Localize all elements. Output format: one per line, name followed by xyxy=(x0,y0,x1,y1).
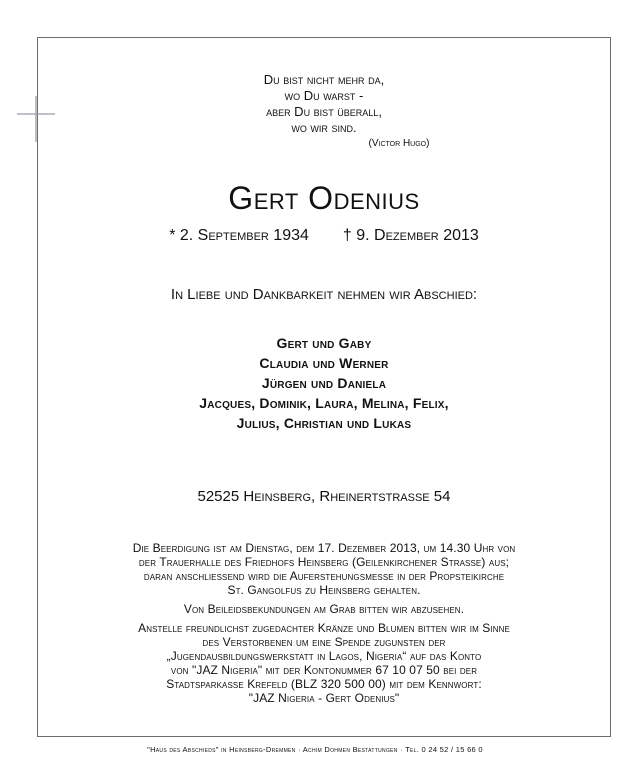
family-line: Jürgen und Daniela xyxy=(261,375,387,391)
address: 52525 Heinsberg, Rheinertstrasse 54 xyxy=(197,488,451,505)
funeral-details xyxy=(37,541,611,705)
condolence-note: Von Beileidsbekundungen am Grab bitten wir abzusehen. xyxy=(183,602,465,616)
funeral-line: daran anschliessend wird die Auferstehungsmesse in der Propsteikirche xyxy=(143,569,505,583)
funeral-line: St. Gangolfus zu Heinsberg gehalten. xyxy=(227,583,421,597)
poem xyxy=(37,72,611,152)
donation-line: Anstelle freundlichst zugedachter Kränze und Blumen bitten wir im Sinne xyxy=(138,621,510,635)
funeral-line: Die Beerdigung ist am Dienstag, dem 17. Dezember 2013, um 14.30 Uhr von xyxy=(132,541,516,555)
death-date: † 9. Dezember 2013 xyxy=(342,227,479,244)
donation-line: des Verstorbenen um eine Spende zugunsten der xyxy=(202,635,446,649)
family-line: Julius, Christian und Lukas xyxy=(236,415,412,431)
donation-line: "JAZ Nigeria - Gert Odenius" xyxy=(248,691,400,705)
life-dates xyxy=(37,226,611,246)
deceased-name: Gert Odenius xyxy=(228,180,420,216)
poem-source: (Victor Hugo) xyxy=(368,138,430,149)
poem-line: wo Du warst - xyxy=(284,88,364,103)
donation-line: von "JAZ Nigeria" mit der Kontonummer 67 10 07 50 bei der xyxy=(170,663,478,677)
family-list xyxy=(37,333,611,433)
funeral-line: der Trauerhalle des Friedhofs Heinsberg (Geilenkirchener Strasse) aus; xyxy=(138,555,510,569)
poem-line: Du bist nicht mehr da, xyxy=(263,72,385,87)
intro-text: In Liebe und Dankbarkeit nehmen wir Abschied: xyxy=(170,286,478,303)
family-line: Jacques, Dominik, Laura, Melina, Felix, xyxy=(199,395,449,411)
poem-line: aber Du bist überall, xyxy=(266,104,382,119)
footer-imprint: "Haus des Abschieds" in Heinsberg-Dremmen · Achim Dohmen Bestattungen · Tel. 0 24 52 / 15 66 0 xyxy=(147,745,483,754)
birth-date: * 2. September 1934 xyxy=(169,227,309,244)
family-line: Gert und Gaby xyxy=(276,335,372,351)
family-line: Claudia und Werner xyxy=(259,355,389,371)
donation-line: „Jugendausbildungswerkstatt in Lagos, Nigeria“ auf das Konto xyxy=(166,649,482,663)
poem-line: wo wir sind. xyxy=(291,120,357,135)
donation-line: Stadtsparkasse Krefeld (BLZ 320 500 00) mit dem Kennwort: xyxy=(166,677,482,691)
